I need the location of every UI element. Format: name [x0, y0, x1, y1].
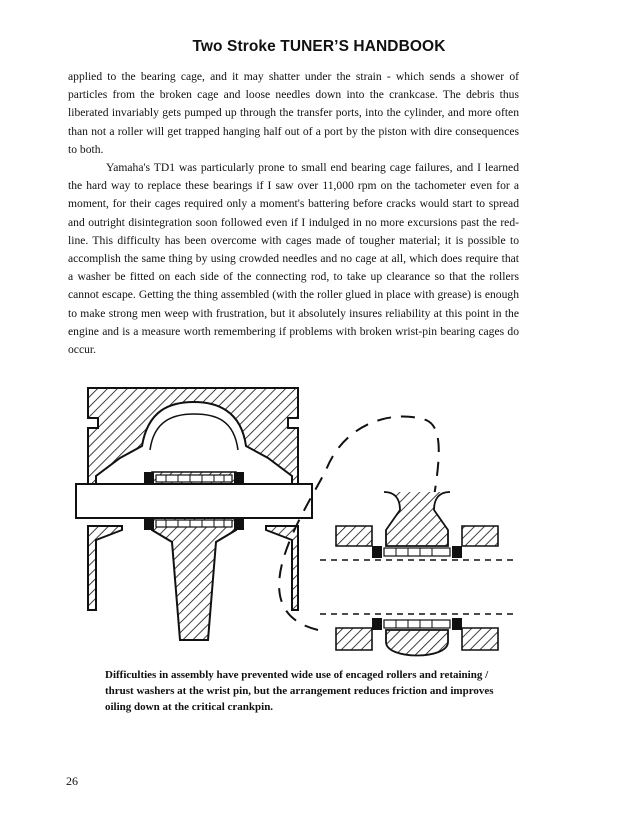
piston-bearing-diagram	[66, 380, 526, 670]
page-header: Two Stroke TUNER’S HANDBOOK	[192, 38, 446, 55]
wrist-pin	[76, 484, 312, 518]
body-text	[68, 68, 519, 359]
page-number: 26	[66, 774, 78, 788]
paragraph-1: applied to the bearing cage, and it may shatter under the strain - which sends a shower of particles from the broken cage and loose needles down into the crankcase. The debris thus liberated invariably gets pumped up through the transfer ports, into the cylinder, and more often than not a roller will get trapped hanging half out of a port by the piston with dire consequences to both.	[68, 70, 519, 156]
figure-caption: Difficulties in assembly have prevented wide use of encaged rollers and retaining / thrust washers at the wrist pin, but the arrangement reduces friction and improves oiling down at the critical crankpin.	[105, 669, 494, 713]
crankpin-detail-upper	[320, 492, 514, 560]
paragraph-2: Yamaha's TD1 was particularly prone to small end bearing cage failures, and I learned the hard way to replace these bearings if I saw over 11,000 rpm on the tachometer even for a moment, for their cages required only a moment's battering before cracks would start to spread and outright disintegration soon followed even if I indulged in no more excursions past the red-line. This difficulty has been overcome with cages made of tougher material; it is possible to accomplish the same thing by using crowded needles and no cage at all, which does require that a washer be fitted on each side of the connecting rod, to take up clearance so that the rollers cannot escape. Getting the thing assembled (with the roller glued in place with grease) is enough to make strong men weep with frustration, but it absolutely insures reliability at this point in the engine and is a measure worth remembering if problems with broken wrist-pin bearing cages do occur.	[68, 161, 519, 357]
wrist-pin-bearing-figure	[66, 380, 526, 670]
crankpin-detail-lower	[320, 614, 514, 656]
